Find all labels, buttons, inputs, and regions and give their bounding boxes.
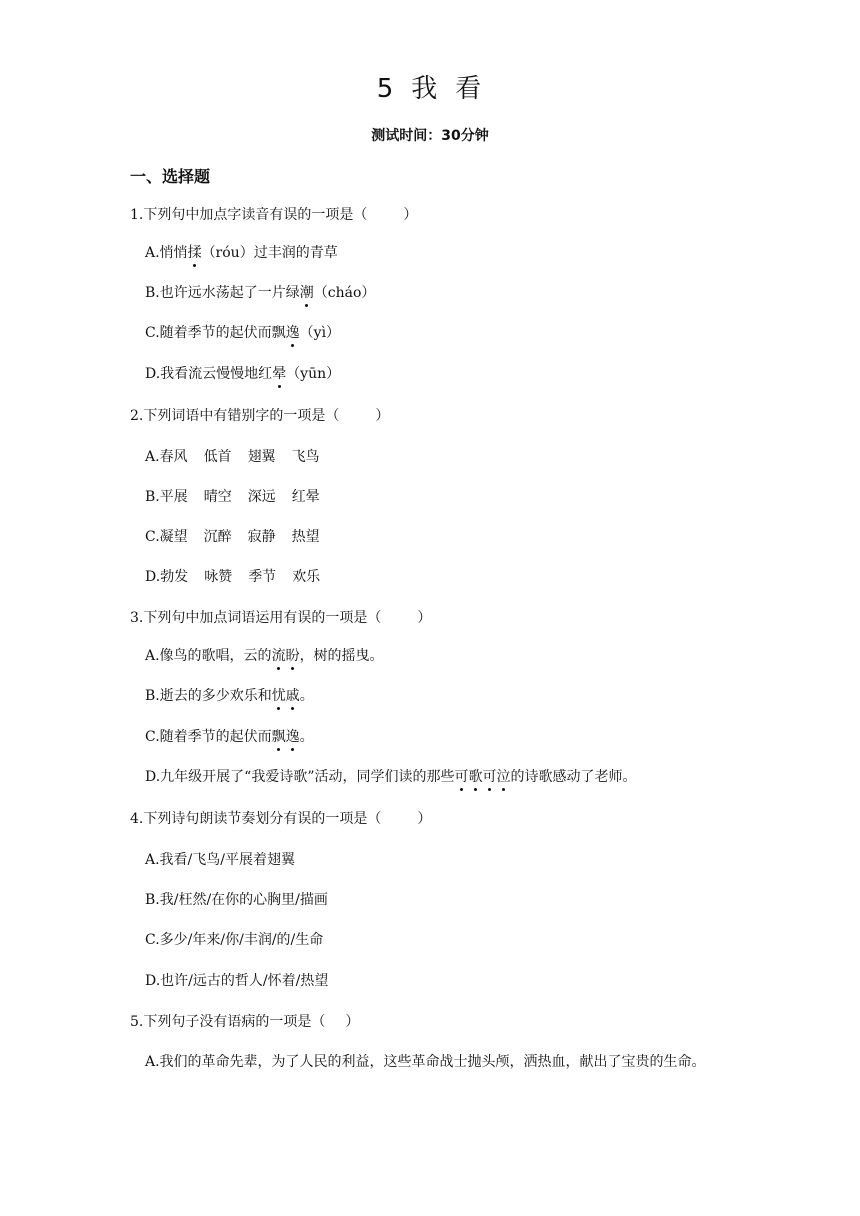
question-2-option-b: B.平展 晴空 深远 红晕	[145, 489, 320, 505]
emphasis-dot-char: 潮	[299, 285, 314, 301]
emphasis-dot-char: 逸	[285, 325, 300, 341]
emphasis-dot-char: 歌	[468, 769, 483, 785]
question-1-option-a: A.悄悄揉（róu）过丰润的青草	[145, 245, 338, 261]
question-1-option-d: D.我看流云慢慢地红晕（yūn）	[145, 366, 341, 382]
emphasis-dot-char: 戚	[285, 688, 300, 704]
question-5-stem: 5.下列句子没有语病的一项是（ ）	[130, 1014, 360, 1030]
emphasis-dot-char: 泣	[496, 769, 511, 785]
title-number: 5	[376, 74, 396, 104]
emphasis-dot-char: 揉	[187, 245, 202, 261]
question-4-option-b: B.我/枉然/在你的心胸里/描画	[145, 892, 328, 908]
question-2-option-a: A.春风 低首 翅翼 飞鸟	[145, 449, 320, 465]
question-2-option-c: C.凝望 沉醉 寂静 热望	[145, 529, 320, 545]
question-4-stem: 4.下列诗句朗读节奏划分有误的一项是（ ）	[130, 811, 432, 827]
question-3-option-b: B.逝去的多少欢乐和忧戚。	[145, 688, 314, 704]
question-3-option-a: A.像鸟的歌唱，云的流盼，树的摇曳。	[145, 648, 384, 664]
emphasis-dot-char: 可	[454, 769, 469, 785]
emphasis-dot-char: 逸	[285, 729, 300, 745]
emphasis-dot-char: 盼	[285, 648, 300, 664]
question-4-option-a: A.我看/飞鸟/平展着翅翼	[145, 852, 295, 868]
question-1-stem: 1.下列句中加点字读音有误的一项是（ ）	[130, 207, 418, 223]
section-heading: 一、选择题	[130, 167, 211, 186]
emphasis-dot-char: 忧	[271, 688, 286, 704]
question-1-option-c: C.随着季节的起伏而飘逸（yì）	[145, 325, 341, 341]
question-2-stem: 2.下列词语中有错别字的一项是（ ）	[130, 408, 390, 424]
question-2-option-d: D.勃发 咏赞 季节 欢乐	[145, 569, 321, 585]
question-3-option-c: C.随着季节的起伏而飘逸。	[145, 729, 314, 745]
emphasis-dot-char: 晕	[272, 366, 287, 382]
title-char-2: 看	[455, 74, 484, 104]
title-char-1: 我	[411, 74, 440, 104]
emphasis-dot-char: 流	[271, 648, 286, 664]
question-1-option-b: B.也许远水荡起了一片绿潮（cháo）	[145, 285, 376, 301]
question-3-stem: 3.下列句中加点词语运用有误的一项是（ ）	[130, 610, 432, 626]
question-3-option-d: D.九年级开展了“我爱诗歌”活动，同学们读的那些可歌可泣的诗歌感动了老师。	[145, 769, 637, 785]
question-4-option-d: D.也许/远古的哲人/怀着/热望	[145, 973, 329, 989]
test-duration: 测试时间：30分钟	[371, 128, 489, 144]
page-title	[0, 68, 860, 105]
emphasis-dot-char: 飘	[271, 729, 286, 745]
question-5-option-a: A.我们的革命先辈，为了人民的利益，这些革命战士抛头颅，洒热血，献出了宝贵的生命。	[145, 1054, 706, 1070]
emphasis-dot-char: 可	[482, 769, 497, 785]
question-4-option-c: C.多少/年来/你/丰润/的/生命	[145, 932, 324, 948]
